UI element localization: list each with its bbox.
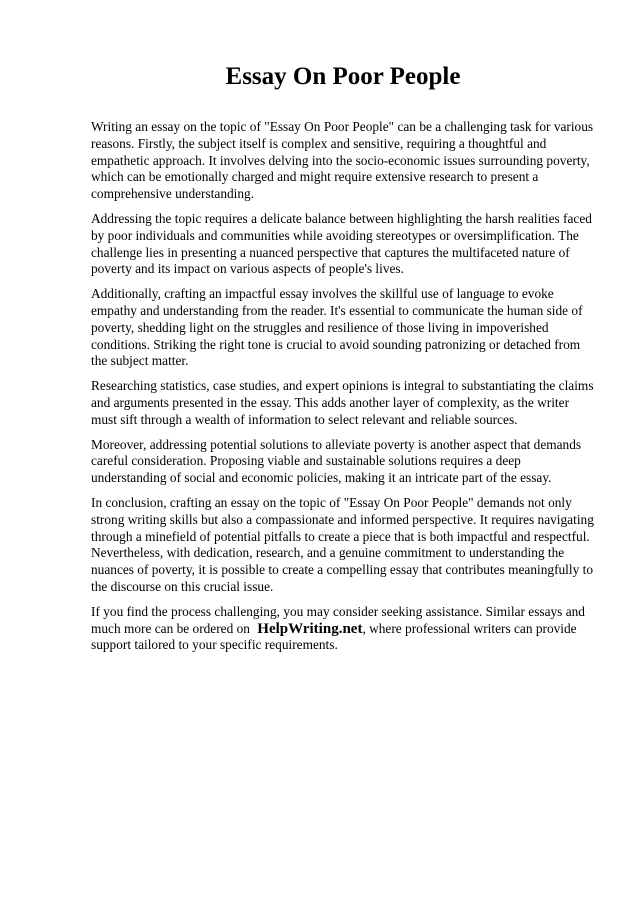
closing-text-end: , where professional writers can provide support tailored to your specific requirements. (91, 620, 577, 653)
paragraph-6: In conclusion, crafting an essay on the topic of "Essay On Poor People" demands not only strong writing skills but also a compassionate and informed perspective. It requires navigating through a minefield of potential pitfalls to create a piece that is both impactful and respectful. Nevertheless, with dedication, research, and a genuine commitment to understanding the nuances of poverty, it is possible to create a compelling essay that contributes meaningfully to the discourse on this crucial issue. (91, 494, 594, 594)
paragraph-2: Addressing the topic requires a delicate balance between highlighting the harsh realities faced by poor individuals and communities while avoiding stereotypes or oversimplification. The challenge lies in presenting a nuanced perspective that captures the multifaceted nature of poverty and its impact on various aspects of people's lives. (91, 210, 592, 277)
document-title: Essay On Poor People (225, 63, 461, 90)
document-body (91, 119, 597, 662)
paragraph-3: Additionally, crafting an impactful essay involves the skillful use of language to evoke empathy and understanding from the reader. It's essential to communicate the human side of poverty, shedding light on the struggles and resilience of those living in impoverished conditions. Striking the right tone is crucial to avoid sounding patronizing or detached from the subject matter. (91, 286, 583, 369)
paragraph-4: Researching statistics, case studies, and expert opinions is integral to substantiating the claims and arguments presented in the essay. This adds another layer of complexity, as the writer must sift through a wealth of information to select relevant and reliable sources. (91, 378, 594, 427)
paragraph-1: Writing an essay on the topic of "Essay On Poor People" can be a challenging task for various reasons. Firstly, the subject itself is complex and sensitive, requiring a thoughtful and empathetic approach. It involves delving into the socio-economic issues surrounding poverty, which can be emotionally charged and might require extensive research to present a comprehensive understanding. (91, 119, 594, 202)
paragraph-5: Moreover, addressing potential solutions to alleviate poverty is another aspect that demands careful consideration. Proposing viable and sustainable solutions requires a deep understanding of social and economic policies, making it an intricate part of the essay. (91, 436, 582, 486)
closing-paragraph (91, 604, 597, 654)
closing-text-start: If you find the process challenging, you may consider seeking assistance. Similar essays and much more can be ordered on (91, 603, 585, 636)
helpwriting-link[interactable]: HelpWriting.net (257, 620, 363, 637)
